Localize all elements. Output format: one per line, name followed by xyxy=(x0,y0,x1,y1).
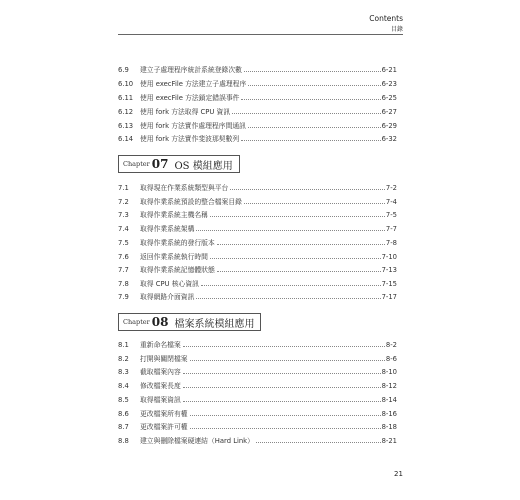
toc-entry xyxy=(118,131,397,143)
dot-leader xyxy=(256,442,381,443)
entry-title: 使用 fork 方法實作斐波那契數列 xyxy=(140,135,240,143)
entry-page: 6-25 xyxy=(381,94,397,102)
toc-entry xyxy=(118,351,397,363)
dot-leader xyxy=(230,189,385,190)
entry-page: 6-32 xyxy=(381,135,397,143)
entry-title: 取得檔案資訊 xyxy=(140,396,181,404)
entry-number: 8.6 xyxy=(118,410,129,418)
dot-leader xyxy=(244,203,385,204)
chapter-title: 檔案系統模組應用 xyxy=(174,318,255,330)
entry-page: 8-10 xyxy=(381,368,397,376)
entry-number: 8.3 xyxy=(118,368,129,376)
entry-number: 7.3 xyxy=(118,211,129,219)
entry-number: 8.4 xyxy=(118,382,129,390)
page-number: 21 xyxy=(394,470,403,478)
entry-title: 建立子處理程序統計系統登錄次數 xyxy=(140,66,242,74)
entry-title: 使用 execFile 方法建立子處理程序 xyxy=(140,80,247,88)
entry-page: 6-23 xyxy=(381,80,397,88)
entry-number: 7.2 xyxy=(118,198,129,206)
dot-leader xyxy=(183,387,381,388)
entry-title: 取得作業系統主機名稱 xyxy=(140,211,208,219)
entry-number: 6.13 xyxy=(118,122,134,130)
entry-number: 8.1 xyxy=(118,341,129,349)
toc-entry xyxy=(118,419,397,431)
entry-title: 使用 fork 方法實作處理程序間通訊 xyxy=(140,122,246,130)
entry-title: 建立與刪除檔案硬連結（Hard Link） xyxy=(140,437,254,445)
toc-entry xyxy=(118,392,397,404)
entry-number: 7.7 xyxy=(118,266,129,274)
toc-entry xyxy=(118,62,397,74)
entry-number: 6.11 xyxy=(118,94,134,102)
dot-leader xyxy=(190,360,385,361)
entry-page: 7-5 xyxy=(385,211,397,219)
dot-leader xyxy=(190,415,381,416)
dot-leader xyxy=(217,271,381,272)
dot-leader xyxy=(196,230,385,231)
toc-entry xyxy=(118,337,397,349)
dot-leader xyxy=(210,216,385,217)
entry-title: 取得作業系統的發行版本 xyxy=(140,239,215,247)
toc-entry xyxy=(118,406,397,418)
toc-entry xyxy=(118,118,397,130)
entry-page: 6-27 xyxy=(381,108,397,116)
entry-number: 7.1 xyxy=(118,184,129,192)
entry-page: 8-21 xyxy=(381,437,397,445)
entry-page: 6-21 xyxy=(381,66,397,74)
entry-title: 更改檔案所有權 xyxy=(140,410,188,418)
entry-number: 6.10 xyxy=(118,80,134,88)
entry-title: 更改檔案許可權 xyxy=(140,423,188,431)
entry-page: 7-8 xyxy=(385,239,397,247)
dot-leader xyxy=(183,401,381,402)
entry-title: 使用 execFile 方法鎖定錯誤事件 xyxy=(140,94,240,102)
toc-entry xyxy=(118,276,397,288)
toc-entry xyxy=(118,221,397,233)
entry-page: 6-29 xyxy=(381,122,397,130)
entry-page: 7-17 xyxy=(381,293,397,301)
entry-number: 8.7 xyxy=(118,423,129,431)
entry-number: 8.2 xyxy=(118,355,129,363)
entry-title: 取得 CPU 核心資訊 xyxy=(140,280,199,288)
entry-title: 返回作業系統執行時間 xyxy=(140,253,208,261)
header-subtitle: 目錄 xyxy=(390,26,403,33)
dot-leader xyxy=(217,244,385,245)
dot-leader xyxy=(241,140,380,141)
entry-title: 取得作業系統預設的整合檔案目錄 xyxy=(140,198,242,206)
entry-title: 取得網路介面資訊 xyxy=(140,293,195,301)
chapter-heading xyxy=(118,155,240,173)
entry-number: 7.5 xyxy=(118,239,129,247)
entry-page: 7-2 xyxy=(385,184,397,192)
dot-leader xyxy=(210,258,381,259)
entry-title: 取得作業系統記憶體狀態 xyxy=(140,266,215,274)
dot-leader xyxy=(244,71,381,72)
entry-number: 6.9 xyxy=(118,66,129,74)
entry-title: 取得現在作業系統類型與平台 xyxy=(140,184,229,192)
entry-title: 重新命名檔案 xyxy=(140,341,181,349)
dot-leader xyxy=(241,99,380,100)
chapter-number: 07 xyxy=(151,157,169,171)
toc-entry xyxy=(118,207,397,219)
entry-page: 8-18 xyxy=(381,423,397,431)
entry-title: 使用 fork 方法取得 CPU 資訊 xyxy=(140,108,231,116)
entry-number: 7.6 xyxy=(118,253,129,261)
entry-number: 6.12 xyxy=(118,108,134,116)
toc-entry xyxy=(118,289,397,301)
entry-number: 6.14 xyxy=(118,135,134,143)
entry-title: 截取檔案內容 xyxy=(140,368,181,376)
entry-page: 8-14 xyxy=(381,396,397,404)
dot-leader xyxy=(248,127,381,128)
dot-leader xyxy=(190,428,381,429)
header-title: Contents xyxy=(369,14,403,23)
toc-entry xyxy=(118,104,397,116)
entry-page: 7-15 xyxy=(381,280,397,288)
toc-entry xyxy=(118,433,397,445)
toc-entry xyxy=(118,180,397,192)
entry-page: 8-2 xyxy=(385,341,397,349)
toc-entry xyxy=(118,194,397,206)
toc-entry xyxy=(118,249,397,261)
entry-number: 8.5 xyxy=(118,396,129,404)
entry-number: 7.9 xyxy=(118,293,129,301)
toc-entry xyxy=(118,262,397,274)
entry-number: 7.8 xyxy=(118,280,129,288)
dot-leader xyxy=(248,85,380,86)
chapter-title: OS 模組應用 xyxy=(174,160,233,172)
dot-leader xyxy=(183,346,385,347)
chapter-heading xyxy=(118,313,261,331)
entry-title: 取得作業系統架構 xyxy=(140,225,195,233)
dot-leader xyxy=(183,373,381,374)
entry-page: 8-12 xyxy=(381,382,397,390)
entry-page: 7-10 xyxy=(381,253,397,261)
toc-entry xyxy=(118,90,397,102)
dot-leader xyxy=(201,285,381,286)
dot-leader xyxy=(232,113,380,114)
entry-page: 8-16 xyxy=(381,410,397,418)
entry-page: 7-13 xyxy=(381,266,397,274)
chapter-number: 08 xyxy=(151,315,169,329)
entry-page: 7-7 xyxy=(385,225,397,233)
toc-entry xyxy=(118,235,397,247)
chapter-label: Chapter xyxy=(123,160,150,168)
entry-title: 修改檔案長度 xyxy=(140,382,181,390)
header-divider xyxy=(118,34,403,35)
entry-title: 打開與關閉檔案 xyxy=(140,355,188,363)
toc-entry xyxy=(118,364,397,376)
toc-entry xyxy=(118,76,397,88)
entry-page: 7-4 xyxy=(385,198,397,206)
chapter-label: Chapter xyxy=(123,318,150,326)
entry-number: 7.4 xyxy=(118,225,129,233)
entry-page: 8-6 xyxy=(385,355,397,363)
toc-entry xyxy=(118,378,397,390)
entry-number: 8.8 xyxy=(118,437,129,445)
dot-leader xyxy=(196,298,380,299)
